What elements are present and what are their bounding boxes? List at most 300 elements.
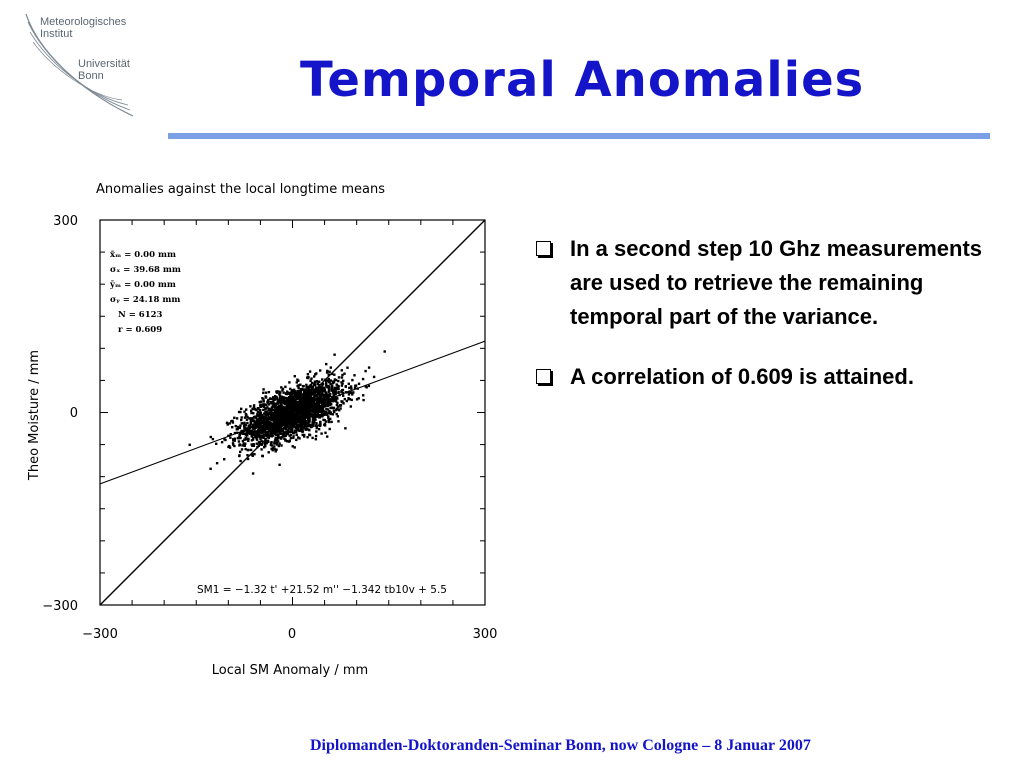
scatter-point — [311, 387, 313, 389]
scatter-point — [328, 421, 330, 423]
bullet-item — [532, 360, 1002, 394]
scatter-point — [295, 393, 297, 395]
scatter-point — [307, 376, 309, 378]
scatter-point — [275, 449, 277, 451]
scatter-point — [364, 370, 366, 372]
scatter-point — [243, 425, 245, 427]
scatter-point — [299, 384, 301, 386]
scatter-point — [342, 380, 344, 382]
scatter-point — [317, 383, 319, 385]
scatter-point — [328, 378, 330, 380]
scatter-point — [273, 416, 275, 418]
scatter-point — [288, 381, 290, 383]
scatter-point — [284, 401, 286, 403]
scatter-point — [296, 379, 298, 381]
scatter-point — [338, 376, 340, 378]
scatter-point — [278, 442, 280, 444]
bullet-item — [532, 232, 1002, 334]
scatter-point — [278, 421, 280, 423]
scatter-point — [316, 397, 318, 399]
scatter-point — [235, 425, 237, 427]
scatter-point — [253, 404, 255, 406]
scatter-point — [284, 424, 286, 426]
scatter-point — [292, 413, 294, 415]
checkbox-bullet-icon — [536, 369, 551, 384]
scatter-point — [261, 404, 263, 406]
scatter-point — [293, 389, 295, 391]
scatter-point — [262, 425, 264, 427]
scatter-point — [312, 415, 314, 417]
scatter-point — [307, 388, 309, 390]
scatter-chart — [20, 170, 510, 690]
scatter-point — [315, 430, 317, 432]
scatter-point — [305, 425, 307, 427]
scatter-point — [325, 396, 327, 398]
scatter-point — [276, 442, 278, 444]
scatter-point — [325, 382, 327, 384]
scatter-point — [311, 437, 313, 439]
scatter-point — [290, 401, 292, 403]
scatter-point — [258, 426, 260, 428]
scatter-point — [362, 378, 364, 380]
scatter-point — [358, 383, 360, 385]
scatter-point — [321, 409, 323, 411]
scatter-point — [246, 434, 248, 436]
slide-title: Temporal Anomalies — [300, 52, 865, 108]
scatter-point — [315, 409, 317, 411]
scatter-point — [309, 402, 311, 404]
scatter-point — [272, 405, 274, 407]
scatter-point — [271, 444, 273, 446]
scatter-point — [310, 377, 312, 379]
stats-box — [109, 250, 181, 335]
scatter-point — [319, 424, 321, 426]
scatter-point — [292, 424, 294, 426]
scatter-point — [351, 393, 353, 395]
scatter-point — [315, 425, 317, 427]
scatter-point — [259, 409, 261, 411]
scatter-point — [299, 390, 301, 392]
scatter-point — [261, 455, 263, 457]
scatter-point — [269, 418, 271, 420]
scatter-point — [271, 422, 273, 424]
scatter-point — [325, 414, 327, 416]
bullet-text: In a second step 10 Ghz measurements are used to retrieve the remaining temporal part of the variance. — [570, 236, 983, 329]
scatter-point — [330, 421, 332, 423]
scatter-point — [303, 402, 305, 404]
scatter-point — [288, 426, 290, 428]
scatter-point — [278, 445, 280, 447]
scatter-point — [263, 406, 265, 408]
scatter-point — [279, 391, 281, 393]
scatter-point — [309, 380, 311, 382]
scatter-point — [253, 428, 255, 430]
scatter-point — [278, 464, 280, 466]
scatter-point — [242, 440, 244, 442]
bullet-text: A correlation of 0.609 is attained. — [570, 364, 914, 389]
scatter-point — [314, 384, 316, 386]
scatter-point — [266, 410, 268, 412]
scatter-point — [319, 405, 321, 407]
scatter-point — [246, 419, 248, 421]
scatter-point — [292, 401, 294, 403]
scatter-point — [252, 472, 254, 474]
scatter-point — [303, 417, 305, 419]
scatter-point — [301, 430, 303, 432]
scatter-point — [296, 412, 298, 414]
scatter-point — [288, 421, 290, 423]
scatter-point — [239, 427, 241, 429]
scatter-point — [291, 419, 293, 421]
scatter-point — [264, 408, 266, 410]
scatter-point — [277, 401, 279, 403]
scatter-point — [284, 397, 286, 399]
scatter-point — [350, 388, 352, 390]
scatter-point — [275, 390, 277, 392]
scatter-point — [237, 437, 239, 439]
scatter-point — [268, 451, 270, 453]
scatter-point — [344, 398, 346, 400]
scatter-point — [239, 460, 241, 462]
scatter-point — [268, 424, 270, 426]
scatter-point — [295, 431, 297, 433]
stat-ym: ȳₘ = 0.00 mm — [110, 280, 176, 290]
scatter-point — [303, 434, 305, 436]
scatter-point — [323, 424, 325, 426]
scatter-point — [261, 417, 263, 419]
scatter-point — [296, 381, 298, 383]
scatter-point — [287, 405, 289, 407]
scatter-point — [236, 428, 238, 430]
scatter-point — [301, 411, 303, 413]
scatter-point — [238, 440, 240, 442]
scatter-point — [264, 445, 266, 447]
scatter-point — [256, 434, 258, 436]
x-axis-label: Local SM Anomaly / mm — [211, 663, 369, 678]
scatter-point — [265, 404, 267, 406]
scatter-point — [341, 384, 343, 386]
scatter-point — [262, 398, 264, 400]
scatter-point — [289, 440, 291, 442]
scatter-point — [231, 426, 233, 428]
scatter-point — [229, 437, 231, 439]
scatter-point — [250, 421, 252, 423]
scatter-point — [329, 407, 331, 409]
scatter-point — [309, 391, 311, 393]
scatter-point — [351, 379, 353, 381]
scatter-point — [348, 383, 350, 385]
scatter-point — [294, 375, 296, 377]
scatter-point — [319, 369, 321, 371]
scatter-point — [280, 402, 282, 404]
scatter-point — [277, 430, 279, 432]
scatter-point — [315, 435, 317, 437]
chart-title: Anomalies against the local longtime means — [96, 182, 385, 197]
scatter-point — [330, 388, 332, 390]
scatter-point — [384, 350, 386, 352]
stat-sigma-x: σₓ = 39.68 mm — [110, 265, 181, 275]
scatter-point — [279, 397, 281, 399]
scatter-point — [350, 405, 352, 407]
scatter-point — [301, 421, 303, 423]
scatter-point — [248, 417, 250, 419]
scatter-point — [330, 366, 332, 368]
scatter-point — [315, 422, 317, 424]
stat-sigma-y: σᵧ = 24.18 mm — [110, 295, 181, 305]
scatter-point — [333, 354, 335, 356]
scatter-point — [273, 409, 275, 411]
scatter-point — [252, 445, 254, 447]
scatter-point — [316, 394, 318, 396]
scatter-point — [368, 385, 370, 387]
scatter-point — [241, 416, 243, 418]
scatter-point — [340, 390, 342, 392]
scatter-point — [316, 427, 318, 429]
scatter-point — [317, 392, 319, 394]
regression-equation: SM1 = −1.32 t' +21.52 m'' −1.342 tb10v + 5.5 — [197, 584, 447, 596]
scatter-point — [253, 453, 255, 455]
scatter-point — [332, 407, 334, 409]
scatter-point — [308, 399, 310, 401]
scatter-point — [296, 434, 298, 436]
scatter-points — [189, 350, 386, 474]
scatter-point — [265, 435, 267, 437]
scatter-point — [336, 402, 338, 404]
scatter-point — [275, 410, 277, 412]
scatter-point — [278, 414, 280, 416]
scatter-point — [239, 411, 241, 413]
scatter-point — [292, 435, 294, 437]
scatter-point — [286, 393, 288, 395]
scatter-point — [324, 404, 326, 406]
scatter-point — [305, 393, 307, 395]
scatter-point — [312, 401, 314, 403]
scatter-point — [232, 438, 234, 440]
scatter-point — [302, 427, 304, 429]
scatter-point — [290, 437, 292, 439]
scatter-point — [253, 419, 255, 421]
scatter-point — [221, 441, 223, 443]
scatter-point — [244, 416, 246, 418]
scatter-point — [328, 371, 330, 373]
scatter-point — [337, 420, 339, 422]
scatter-point — [311, 424, 313, 426]
xtick-label-right: 300 — [472, 627, 498, 642]
scatter-point — [350, 385, 352, 387]
scatter-point — [353, 374, 355, 376]
xtick-label-mid: 0 — [287, 627, 297, 642]
scatter-point — [324, 411, 326, 413]
scatter-point — [282, 429, 284, 431]
scatter-point — [240, 419, 242, 421]
scatter-point — [346, 367, 348, 369]
scatter-point — [313, 393, 315, 395]
scatter-point — [272, 398, 274, 400]
scatter-point — [321, 378, 323, 380]
scatter-point — [317, 413, 319, 415]
scatter-point — [212, 438, 214, 440]
scatter-point — [290, 391, 292, 393]
scatter-point — [326, 371, 328, 373]
scatter-point — [296, 414, 298, 416]
scatter-point — [240, 408, 242, 410]
scatter-point — [313, 419, 315, 421]
scatter-point — [209, 468, 211, 470]
scatter-point — [246, 422, 248, 424]
scatter-point — [300, 388, 302, 390]
scatter-point — [271, 417, 273, 419]
ytick-label-bottom: −300 — [42, 599, 78, 614]
scatter-point — [328, 419, 330, 421]
scatter-point — [252, 438, 254, 440]
scatter-point — [314, 381, 316, 383]
scatter-point — [259, 441, 261, 443]
scatter-point — [306, 428, 308, 430]
scatter-point — [241, 448, 243, 450]
scatter-point — [239, 437, 241, 439]
scatter-point — [320, 396, 322, 398]
scatter-point — [336, 413, 338, 415]
scatter-point — [278, 404, 280, 406]
scatter-point — [275, 434, 277, 436]
scatter-point — [340, 400, 342, 402]
scatter-point — [227, 423, 229, 425]
scatter-point — [245, 414, 247, 416]
scatter-point — [268, 403, 270, 405]
scatter-point — [305, 384, 307, 386]
scatter-point — [264, 442, 266, 444]
scatter-point — [278, 411, 280, 413]
scatter-point — [290, 408, 292, 410]
scatter-point — [252, 431, 254, 433]
scatter-point — [290, 434, 292, 436]
scatter-point — [336, 404, 338, 406]
scatter-point — [329, 428, 331, 430]
scatter-point — [341, 369, 343, 371]
scatter-point — [336, 397, 338, 399]
scatter-point — [324, 432, 326, 434]
scatter-point — [247, 449, 249, 451]
scatter-point — [283, 409, 285, 411]
scatter-point — [277, 433, 279, 435]
scatter-point — [308, 412, 310, 414]
scatter-point — [240, 432, 242, 434]
scatter-point — [368, 366, 370, 368]
scatter-point — [296, 397, 298, 399]
scatter-point — [309, 409, 311, 411]
scatter-point — [280, 386, 282, 388]
scatter-point — [326, 435, 328, 437]
scatter-point — [277, 399, 279, 401]
scatter-point — [236, 417, 238, 419]
scatter-point — [318, 381, 320, 383]
scatter-point — [257, 411, 259, 413]
scatter-point — [275, 396, 277, 398]
scatter-point — [242, 433, 244, 435]
scatter-point — [279, 407, 281, 409]
scatter-point — [290, 417, 292, 419]
scatter-point — [298, 437, 300, 439]
scatter-point — [305, 416, 307, 418]
scatter-point — [257, 430, 259, 432]
scatter-point — [233, 417, 235, 419]
scatter-point — [309, 434, 311, 436]
y-axis-label: Theo Moisture / mm — [27, 349, 42, 481]
scatter-point — [333, 411, 335, 413]
scatter-point — [294, 399, 296, 401]
scatter-point — [270, 441, 272, 443]
scatter-point — [303, 423, 305, 425]
scatter-point — [337, 415, 339, 417]
scatter-point — [311, 398, 313, 400]
scatter-point — [239, 443, 241, 445]
scatter-point — [189, 444, 191, 446]
ytick-label-mid: 0 — [69, 406, 78, 421]
scatter-point — [243, 411, 245, 413]
title-divider — [168, 133, 990, 139]
scatter-point — [277, 435, 279, 437]
scatter-point — [337, 380, 339, 382]
xtick-label-left: −300 — [82, 627, 118, 642]
scatter-point — [313, 375, 315, 377]
scatter-point — [260, 448, 262, 450]
scatter-point — [328, 391, 330, 393]
scatter-point — [345, 386, 347, 388]
scatter-point — [253, 407, 255, 409]
scatter-point — [347, 398, 349, 400]
scatter-point — [315, 438, 317, 440]
scatter-point — [282, 391, 284, 393]
scatter-point — [335, 379, 337, 381]
scatter-point — [283, 433, 285, 435]
scatter-point — [260, 421, 262, 423]
scatter-point — [264, 430, 266, 432]
stat-xm: x̄ₘ = 0.00 mm — [110, 250, 176, 260]
scatter-point — [257, 419, 259, 421]
scatter-point — [317, 388, 319, 390]
scatter-point — [333, 374, 335, 376]
scatter-point — [306, 436, 308, 438]
scatter-point — [324, 401, 326, 403]
scatter-point — [251, 435, 253, 437]
scatter-point — [284, 386, 286, 388]
scatter-point — [286, 409, 288, 411]
scatter-point — [354, 385, 356, 387]
scatter-point — [262, 392, 264, 394]
logo-text-line4: Bonn — [78, 70, 104, 82]
ytick-label-top: 300 — [53, 214, 78, 229]
scatter-point — [305, 413, 307, 415]
scatter-point — [362, 399, 364, 401]
scatter-point — [329, 395, 331, 397]
scatter-point — [295, 439, 297, 441]
institute-logo — [18, 10, 168, 125]
scatter-point — [257, 414, 259, 416]
scatter-point — [323, 394, 325, 396]
scatter-point — [307, 373, 309, 375]
scatter-point — [284, 426, 286, 428]
slide-footer: Diplomanden-Doktoranden-Seminar Bonn, now Cologne – 8 Januar 2007 — [310, 737, 811, 754]
scatter-point — [327, 408, 329, 410]
scatter-point — [330, 400, 332, 402]
scatter-point — [272, 449, 274, 451]
scatter-point — [245, 437, 247, 439]
scatter-point — [292, 432, 294, 434]
scatter-point — [286, 419, 288, 421]
scatter-point — [298, 416, 300, 418]
scatter-point — [320, 388, 322, 390]
scatter-point — [319, 421, 321, 423]
